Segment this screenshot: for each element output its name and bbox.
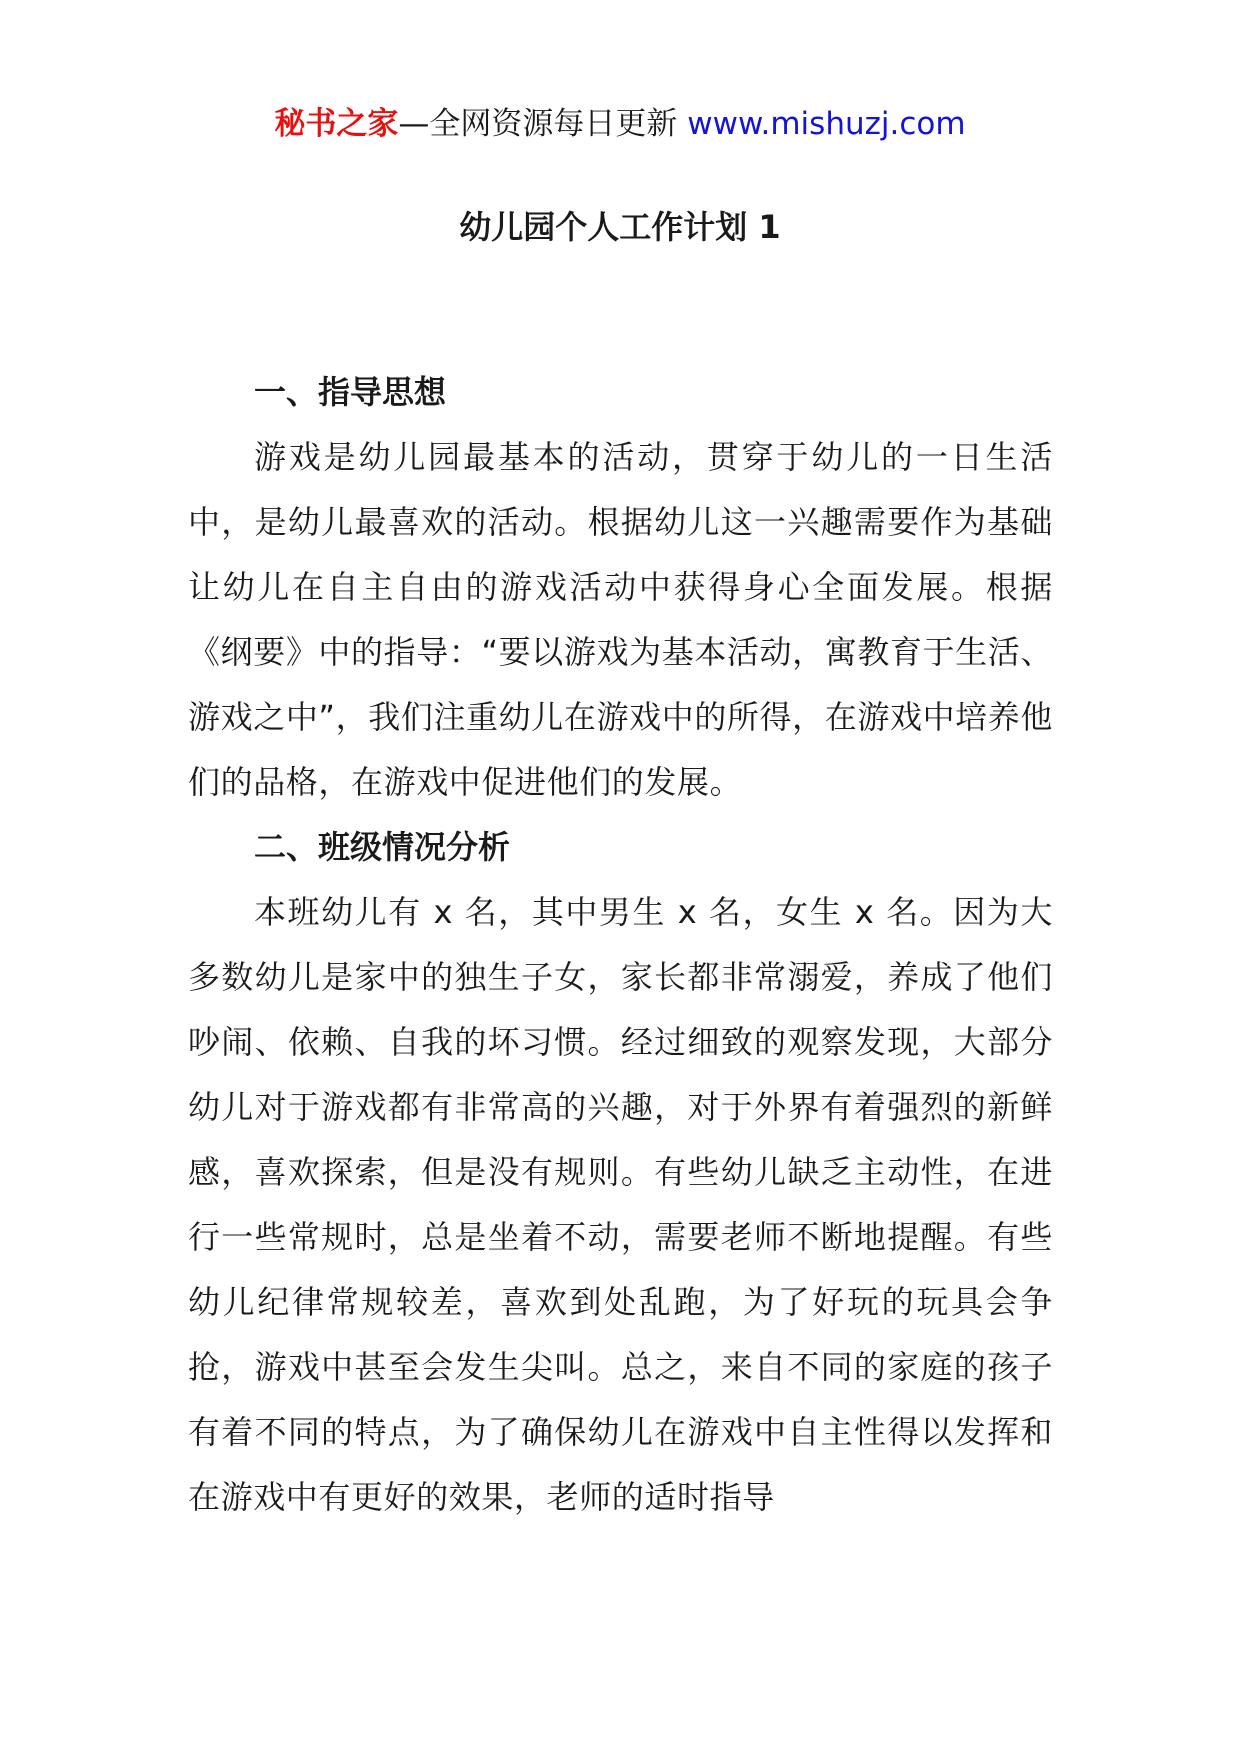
section-paragraph-guiding-ideology: 游戏是幼儿园最基本的活动，贯穿于幼儿的一日生活中，是幼儿最喜欢的活动。根据幼儿这一兴趣需要作为基础让幼儿在自主自由的游戏活动中获得身心全面发展。根据《纲要》中的指导：“要以游戏为基本活动，寓教育于生活、游戏之中”，我们注重幼儿在游戏中的所得，在游戏中培养他们的品格，在游戏中促进他们的发展。 — [188, 438, 1053, 801]
document-body — [188, 360, 1053, 1530]
document-title: 幼儿园个人工作计划 1 — [459, 208, 781, 246]
section-paragraph-class-analysis: 本班幼儿有 x 名，其中男生 x 名，女生 x 名。因为大多数幼儿是家中的独生子女，家长都非常溺爱，养成了他们吵闹、依赖、自我的坏习惯。经过细致的观察发现，大部分幼儿对于游戏都有非常高的兴趣，对于外界有着强烈的新鲜感，喜欢探索，但是没有规则。有些幼儿缺乏主动性，在进行一些常规时，总是坐着不动，需要老师不断地提醒。有些幼儿纪律常规较差，喜欢到处乱跑，为了好玩的玩具会争抢，游戏中甚至会发生尖叫。总之，来自不同的家庭的孩子有着不同的特点，为了确保幼儿在游戏中自主性得以发挥和在游戏中有更好的效果，老师的适时指导 — [188, 893, 1053, 1516]
site-url-link[interactable]: www.mishuzj.com — [687, 106, 966, 142]
section-heading-guiding-ideology: 一、指导思想 — [254, 373, 447, 411]
header-slogan: 全网资源每日更新 — [429, 106, 688, 142]
brand-name: 秘书之家 — [274, 106, 399, 142]
site-header — [0, 102, 1240, 146]
header-dash: — — [398, 106, 430, 142]
section-heading-class-analysis: 二、班级情况分析 — [254, 828, 511, 866]
